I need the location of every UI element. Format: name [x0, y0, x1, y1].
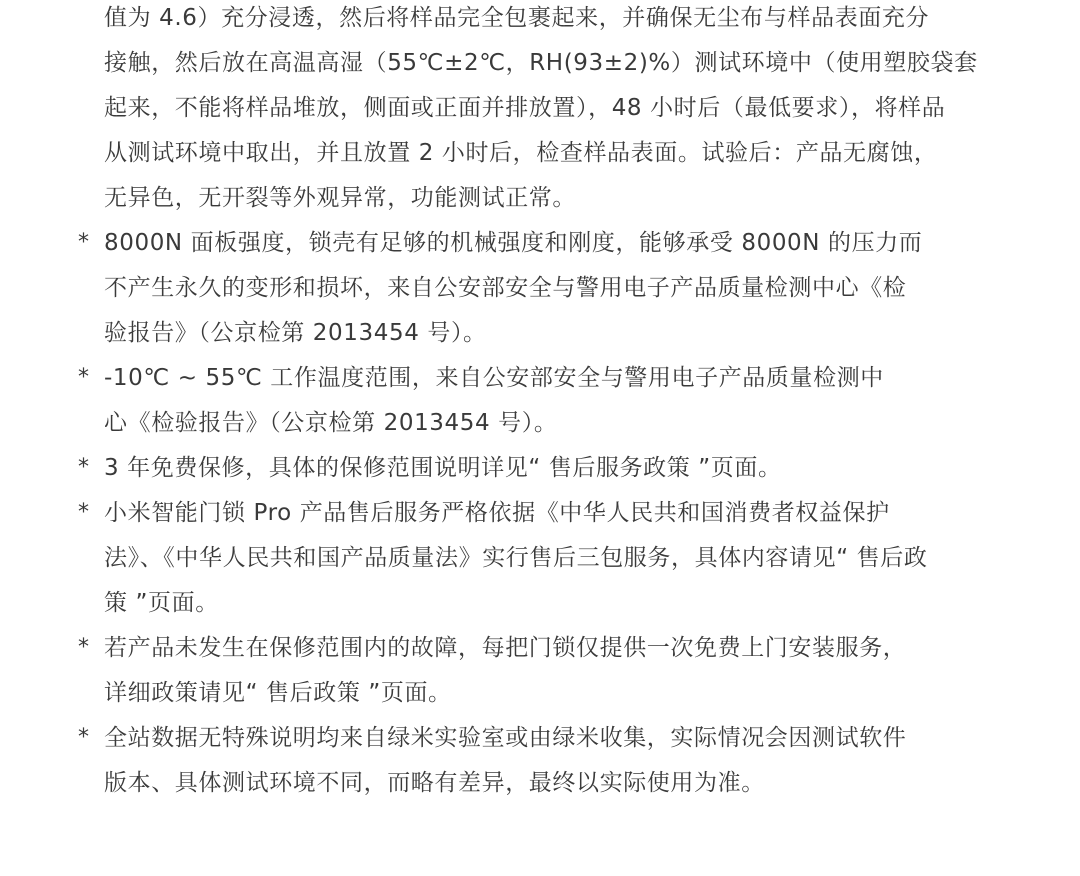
bullet-marker: * [78, 725, 89, 750]
note-text-line: 值为 4.6）充分浸透，然后将样品完全包裹起来，并确保无尘布与样品表面充分 [104, 5, 930, 31]
note-text-line: 接触，然后放在高温高湿（55℃±2℃，RH(93±2)%）测试环境中（使用塑胶袋套 [104, 50, 978, 76]
note-text-line: 策 ”页面。 [104, 590, 219, 616]
note-text-line: 从测试环境中取出，并且放置 2 小时后，检查样品表面。试验后：产品无腐蚀， [104, 140, 938, 166]
note-text-line: 若产品未发生在保修范围内的故障，每把门锁仅提供一次免费上门安装服务， [104, 635, 907, 661]
bullet-marker: * [78, 500, 89, 525]
note-text-line: 3 年免费保修，具体的保修范围说明详见“ 售后服务政策 ”页面。 [104, 455, 782, 481]
note-text-line: 版本、具体测试环境不同，而略有差异，最终以实际使用为准。 [104, 770, 765, 796]
note-text-line: 小米智能门锁 Pro 产品售后服务严格依据《中华人民共和国消费者权益保护 [104, 500, 890, 526]
bullet-marker: * [78, 365, 89, 390]
bullet-marker: * [78, 230, 89, 255]
note-text-line: 心《检验报告》（公京检第 2013454 号）。 [104, 410, 558, 436]
note-text-line: 详细政策请见“ 售后政策 ”页面。 [104, 680, 452, 706]
bullet-marker: * [78, 635, 89, 660]
note-text-line: 8000N 面板强度，锁壳有足够的机械强度和刚度，能够承受 8000N 的压力而 [104, 230, 923, 256]
note-text-line: 不产生永久的变形和损坏，来自公安部安全与警用电子产品质量检测中心《检 [104, 275, 907, 301]
note-text-line: 起来，不能将样品堆放，侧面或正面并排放置），48 小时后（最低要求），将样品 [104, 95, 946, 121]
bullet-marker: * [78, 455, 89, 480]
note-text-line: 验报告》（公京检第 2013454 号）。 [104, 320, 487, 346]
note-text-line: 无异色，无开裂等外观异常，功能测试正常。 [104, 185, 576, 211]
note-text-line: 全站数据无特殊说明均来自绿米实验室或由绿米收集，实际情况会因测试软件 [104, 725, 907, 751]
note-text-line: 法》、《中华人民共和国产品质量法》实行售后三包服务，具体内容请见“ 售后政 [104, 545, 928, 571]
note-text-line: -10℃ ~ 55℃ 工作温度范围，来自公安部安全与警用电子产品质量检测中 [104, 365, 884, 391]
